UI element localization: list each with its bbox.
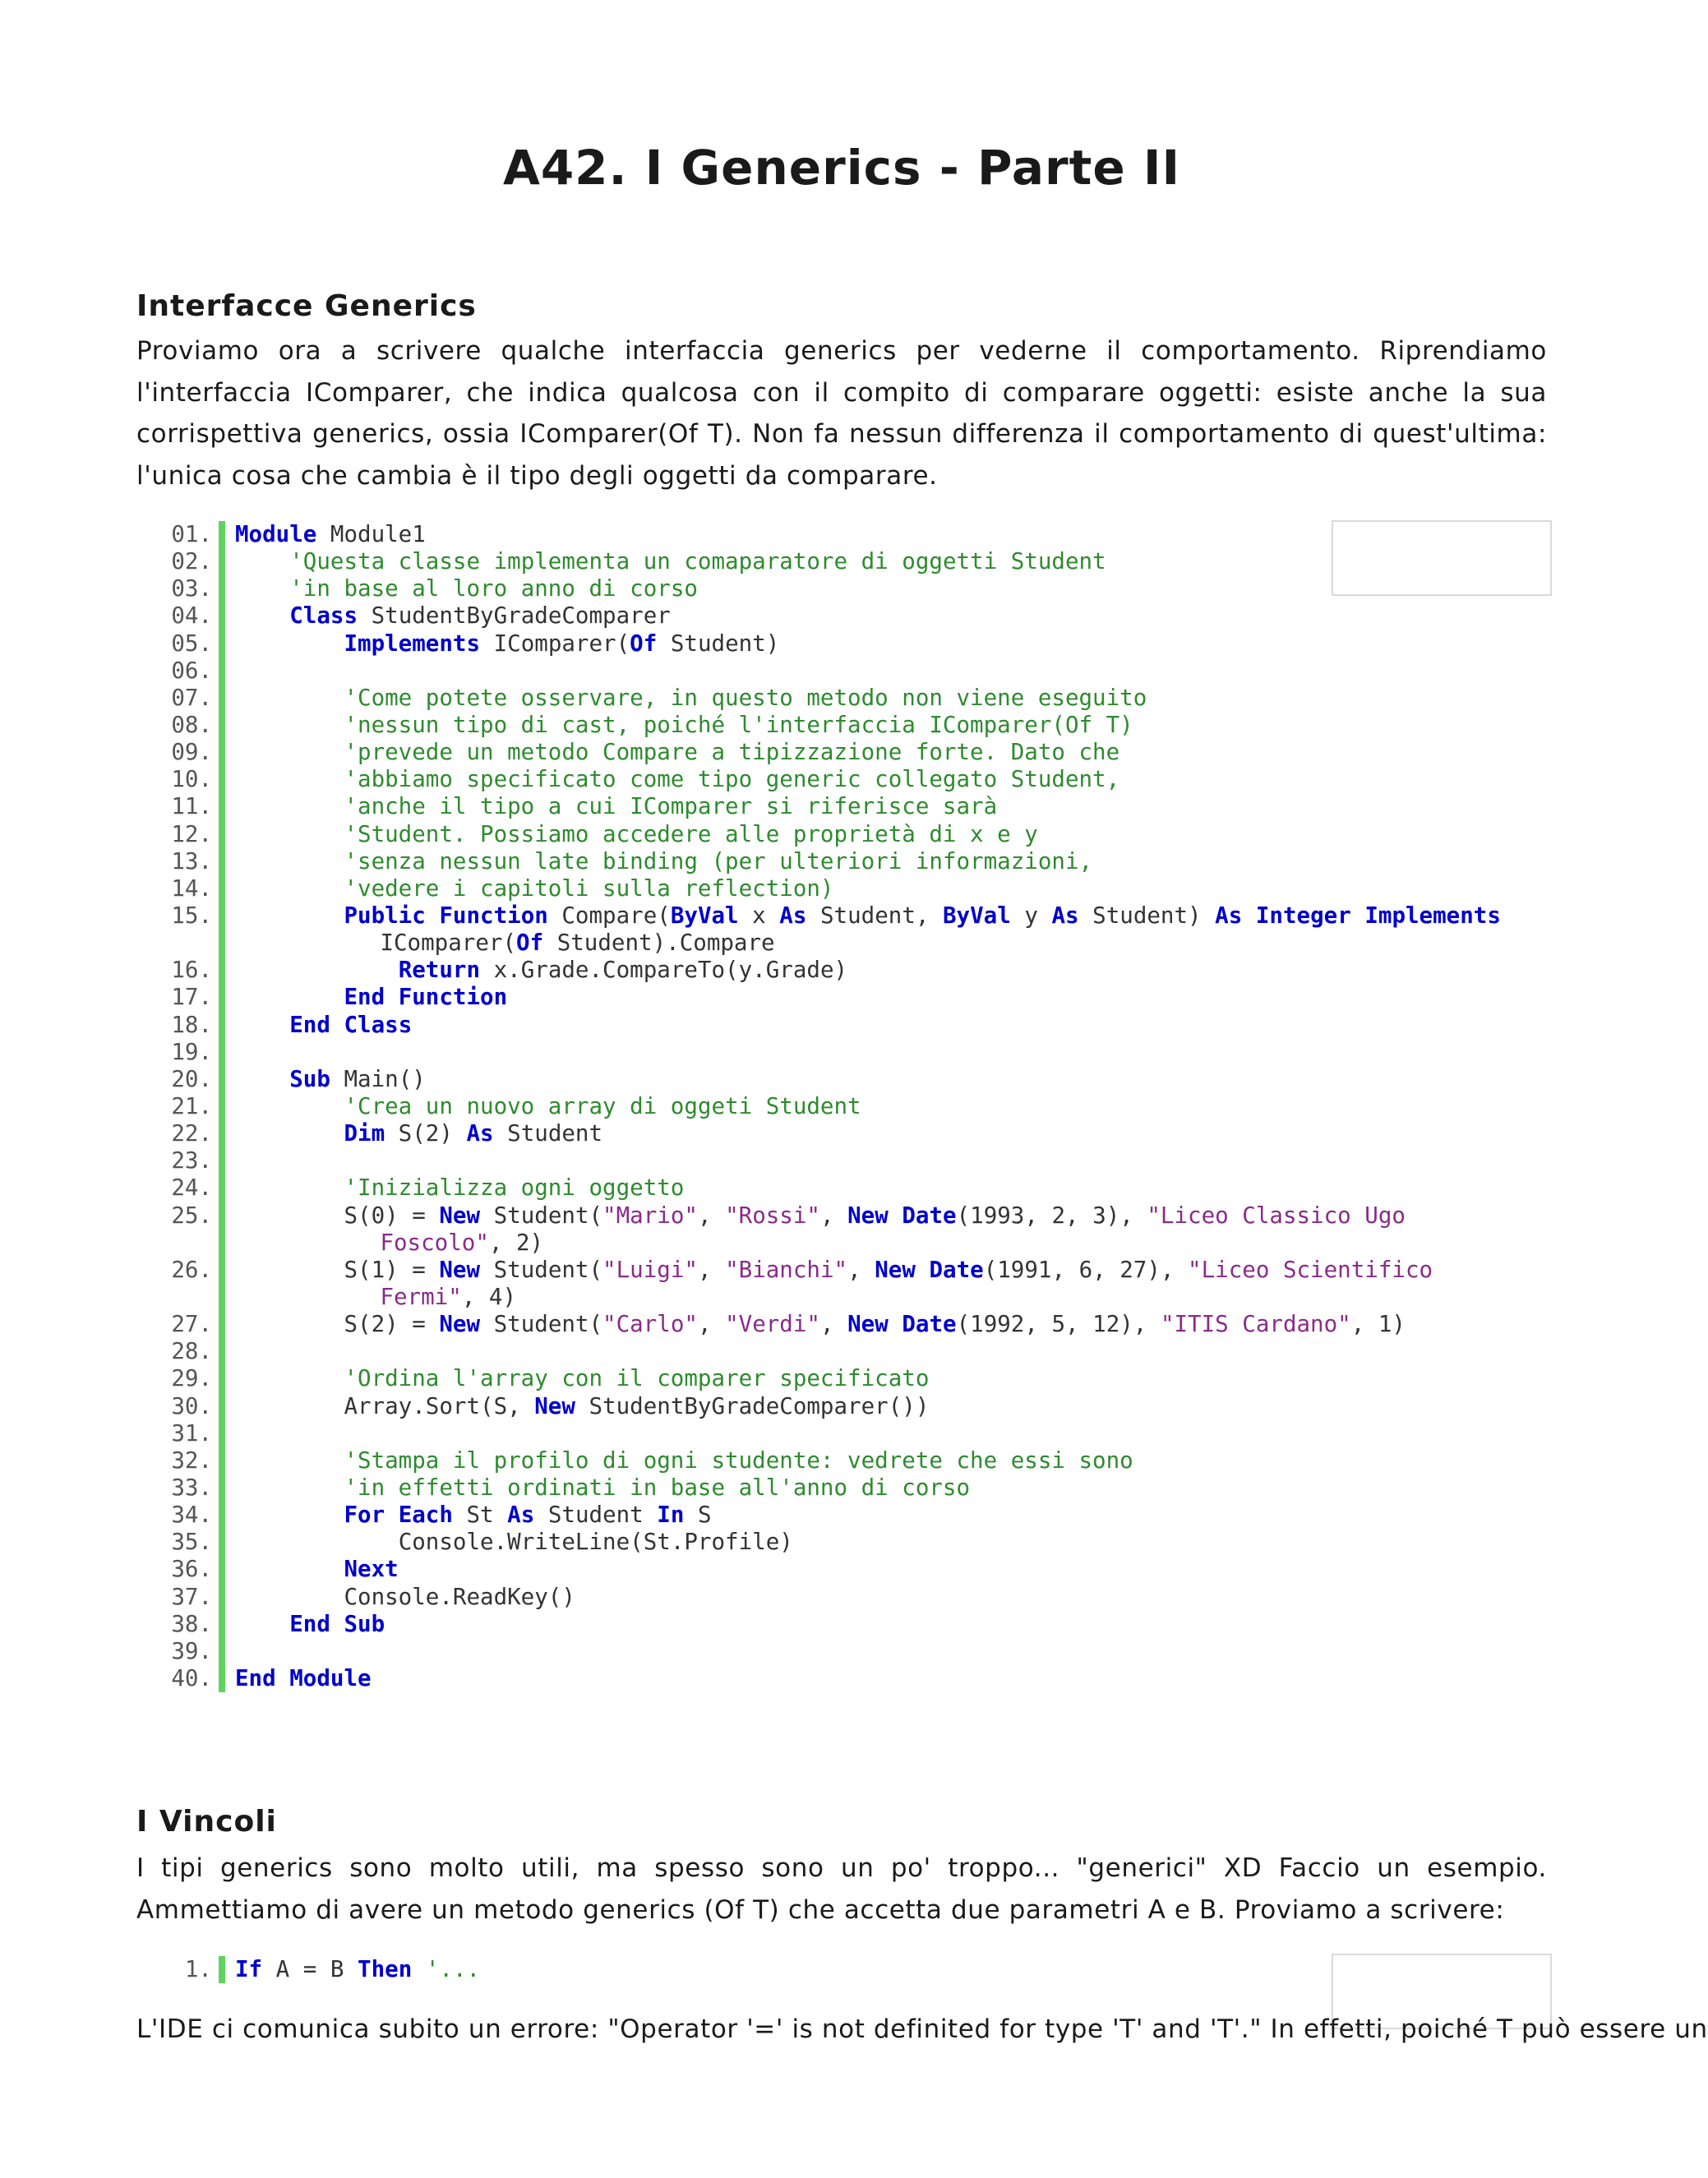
line-number: 10. (171, 766, 212, 793)
code-line (136, 1338, 1550, 1365)
gutter-bar (219, 1311, 225, 1338)
code-text: Module Module1 (235, 521, 426, 547)
line-number: 1. (184, 1956, 212, 1982)
line-number: 32. (171, 1447, 212, 1474)
code-text: End Module (235, 1664, 372, 1691)
line-number: 34. (171, 1502, 212, 1529)
line-number: 01. (171, 521, 212, 547)
code-line (136, 1393, 1550, 1420)
code-text: Sub Main() (289, 1065, 426, 1092)
code-line (136, 1365, 1550, 1392)
line-number: 38. (171, 1610, 212, 1637)
code-text: S(0) = New Student("Mario", "Rossi", New Date(1993, 2, 3), "Liceo Classico Ugo Foscolo", 2) (235, 1202, 1406, 1256)
code-line (136, 957, 1550, 984)
section-heading-interfacce-generics: Interfacce Generics (136, 289, 477, 323)
gutter-bar (219, 712, 225, 739)
code-line (136, 793, 1550, 820)
gutter-bar (219, 1012, 225, 1039)
line-number: 03. (171, 575, 212, 602)
gutter-bar (219, 1665, 225, 1692)
code-line (136, 821, 1550, 848)
code-text: For Each St As Student In S (344, 1502, 712, 1529)
code-text: Next (344, 1556, 399, 1583)
code-text: 'anche il tipo a cui IComparer si riferisce sarà (344, 793, 998, 820)
code-line (136, 602, 1550, 630)
gutter-bar (219, 630, 225, 658)
gutter-bar (219, 739, 225, 766)
code-line (136, 848, 1550, 875)
section-paragraph-ide-error: L'IDE ci comunica subito un errore: "Operator '=' is not definited for type 'T' and 'T'." In effetti, poiché T può essere un (136, 2014, 1708, 2044)
code-line (136, 1474, 1550, 1502)
code-line (136, 739, 1550, 766)
line-number: 29. (171, 1365, 212, 1392)
code-text: If A = B Then '... (235, 1956, 481, 1982)
line-number: 17. (171, 984, 212, 1011)
gutter-bar (219, 685, 225, 712)
line-number: 08. (171, 711, 212, 738)
code-line (136, 1120, 1550, 1147)
line-number: 06. (171, 657, 212, 684)
gutter-bar (219, 1393, 225, 1420)
code-line (136, 1611, 1550, 1638)
gutter-bar (219, 1257, 225, 1311)
line-number: 15. (171, 902, 212, 929)
code-text (235, 1147, 1550, 1174)
code-text: 'prevede un metodo Compare a tipizzazione forte. Dato che (344, 739, 1120, 766)
code-line (136, 1447, 1550, 1474)
code-line (136, 1420, 1550, 1447)
code-line (136, 1556, 1550, 1583)
code-text (235, 1638, 1550, 1665)
line-number: 25. (171, 1202, 212, 1229)
gutter-bar (219, 1956, 225, 1983)
code-text: Return x.Grade.CompareTo(y.Grade) (398, 957, 848, 984)
line-number: 40. (171, 1664, 212, 1691)
gutter-bar (219, 1338, 225, 1365)
code-line (136, 1202, 1550, 1257)
code-line (136, 1502, 1550, 1529)
code-text: 'in effetti ordinati in base all'anno di corso (344, 1474, 971, 1501)
code-line (136, 766, 1550, 793)
code-text: 'senza nessun late binding (per ulteriori informazioni, (344, 847, 1093, 874)
code-line (136, 1665, 1550, 1692)
gutter-bar (219, 1611, 225, 1638)
line-number: 04. (171, 602, 212, 630)
line-number: 28. (171, 1338, 212, 1365)
code-line (136, 1066, 1550, 1093)
code-text: 'Student. Possiamo accedere alle proprietà di x e y (344, 820, 1038, 847)
line-number: 36. (171, 1556, 212, 1583)
gutter-bar (219, 1120, 225, 1147)
section-paragraph-interfacce: Proviamo ora a scrivere qualche interfaccia generics per vederne il comportamento. Riprendiamo l'interfaccia IComparer, che indica qualcosa con il compito di comparare oggetti: esiste anche la sua corrispettiva generics, ossia IComparer(Of T). Non fa nessun differenza il comportamento di quest'ultima: l'unica cosa che cambia è il tipo degli oggetti da comparare. (136, 336, 1547, 491)
code-text: 'nessun tipo di cast, poiché l'interfaccia IComparer(Of T) (344, 711, 1133, 738)
line-number: 26. (171, 1256, 212, 1283)
code-text (235, 1039, 1550, 1066)
section-paragraph-vincoli: I tipi generics sono molto utili, ma spesso sono un po' troppo... "generici" XD Faccio un esempio. Ammettiamo di avere un metodo generics (Of T) che accetta due parametri A e B. Proviamo a scrivere: (136, 1853, 1547, 1925)
code-text: End Sub (289, 1610, 385, 1637)
code-line (136, 1584, 1550, 1611)
gutter-bar (219, 1447, 225, 1474)
page-title: A42. I Generics - Parte II (502, 140, 1181, 196)
code-line (136, 630, 1550, 658)
line-number: 12. (171, 820, 212, 847)
code-line (136, 875, 1550, 902)
code-text (235, 1338, 1550, 1365)
gutter-bar (219, 1502, 225, 1529)
code-line (136, 712, 1550, 739)
gutter-bar (219, 1066, 225, 1093)
line-number: 37. (171, 1583, 212, 1610)
line-number: 16. (171, 957, 212, 984)
gutter-bar (219, 575, 225, 602)
gutter-bar (219, 984, 225, 1011)
gutter-bar (219, 1474, 225, 1502)
code-text: Implements IComparer(Of Student) (344, 630, 780, 657)
gutter-bar (219, 1365, 225, 1392)
gutter-bar (219, 821, 225, 848)
gutter-bar (219, 1584, 225, 1611)
line-number: 24. (171, 1174, 212, 1202)
code-toolbar-frame (1332, 520, 1552, 596)
code-text (235, 658, 1550, 685)
line-number: 30. (171, 1392, 212, 1419)
gutter-bar (219, 548, 225, 575)
code-text: 'Come potete osservare, in questo metodo non viene eseguito (344, 684, 1147, 711)
gutter-bar (219, 1638, 225, 1665)
line-number: 33. (171, 1474, 212, 1501)
code-line (136, 1638, 1550, 1665)
gutter-bar (219, 521, 225, 548)
gutter-bar (219, 658, 225, 685)
code-text: 'Crea un nuovo array di oggeti Student (344, 1092, 861, 1119)
gutter-bar (219, 1093, 225, 1120)
line-number: 09. (171, 739, 212, 766)
line-number: 18. (171, 1011, 212, 1038)
line-number: 05. (171, 630, 212, 657)
line-number: 02. (171, 548, 212, 575)
gutter-bar (219, 902, 225, 957)
code-text: 'vedere i capitoli sulla reflection) (344, 874, 834, 902)
code-text: 'Ordina l'array con il comparer specificato (344, 1365, 930, 1392)
line-number: 39. (171, 1637, 212, 1664)
gutter-bar (219, 1039, 225, 1066)
gutter-bar (219, 1556, 225, 1583)
gutter-bar (219, 848, 225, 875)
code-line (136, 658, 1550, 685)
code-text: Console.ReadKey() (235, 1583, 575, 1610)
line-number: 21. (171, 1092, 212, 1119)
code-text (235, 1420, 1550, 1447)
code-line (136, 1257, 1550, 1311)
code-text: 'Stampa il profilo di ogni studente: vedrete che essi sono (344, 1447, 1133, 1474)
line-number: 13. (171, 847, 212, 874)
code-line (136, 1311, 1550, 1338)
line-number: 23. (171, 1147, 212, 1174)
gutter-bar (219, 793, 225, 820)
gutter-bar (219, 766, 225, 793)
code-text: 'abbiamo specificato come tipo generic collegato Student, (344, 766, 1120, 793)
gutter-bar (219, 875, 225, 902)
code-line (136, 1012, 1550, 1039)
line-number: 11. (171, 793, 212, 820)
code-block-module1 (136, 521, 1550, 1692)
line-number: 31. (171, 1419, 212, 1447)
code-text: 'in base al loro anno di corso (289, 575, 698, 602)
code-text: End Class (289, 1011, 413, 1038)
code-text: S(1) = New Student("Luigi", "Bianchi", New Date(1991, 6, 27), "Liceo Scientifico Fermi", 4) (235, 1256, 1433, 1310)
code-text: Class StudentByGradeComparer (289, 602, 671, 630)
line-number: 22. (171, 1120, 212, 1147)
gutter-bar (219, 957, 225, 984)
code-line (136, 902, 1550, 957)
gutter-bar (219, 1147, 225, 1174)
gutter-bar (219, 602, 225, 630)
line-number: 14. (171, 874, 212, 902)
code-text: Console.WriteLine(St.Profile) (235, 1529, 793, 1556)
line-number: 07. (171, 684, 212, 711)
line-number: 20. (171, 1065, 212, 1092)
section-heading-vincoli: I Vincoli (136, 1805, 277, 1839)
gutter-bar (219, 1202, 225, 1257)
code-line (136, 1529, 1550, 1556)
code-line (136, 685, 1550, 712)
code-text: 'Questa classe implementa un comaparatore di oggetti Student (289, 548, 1106, 575)
code-text: Public Function Compare(ByVal x As Student, ByVal y As Student) As Integer Implements IComparer(Of Student).Compare (344, 902, 1501, 957)
code-line (136, 1174, 1550, 1202)
line-number: 35. (171, 1529, 212, 1556)
line-number: 27. (171, 1311, 212, 1338)
line-number: 19. (171, 1038, 212, 1065)
code-line (136, 1147, 1550, 1174)
code-text: Dim S(2) As Student (344, 1120, 603, 1147)
gutter-bar (219, 1420, 225, 1447)
gutter-bar (219, 1529, 225, 1556)
code-line (136, 1039, 1550, 1066)
code-text: Array.Sort(S, New StudentByGradeComparer()) (235, 1392, 930, 1419)
code-line (136, 1093, 1550, 1120)
code-text: End Function (344, 984, 508, 1011)
code-line (136, 984, 1550, 1011)
code-text: S(2) = New Student("Carlo", "Verdi", New Date(1992, 5, 12), "ITIS Cardano", 1) (235, 1311, 1406, 1338)
gutter-bar (219, 1174, 225, 1202)
code-text: 'Inizializza ogni oggetto (344, 1174, 685, 1202)
